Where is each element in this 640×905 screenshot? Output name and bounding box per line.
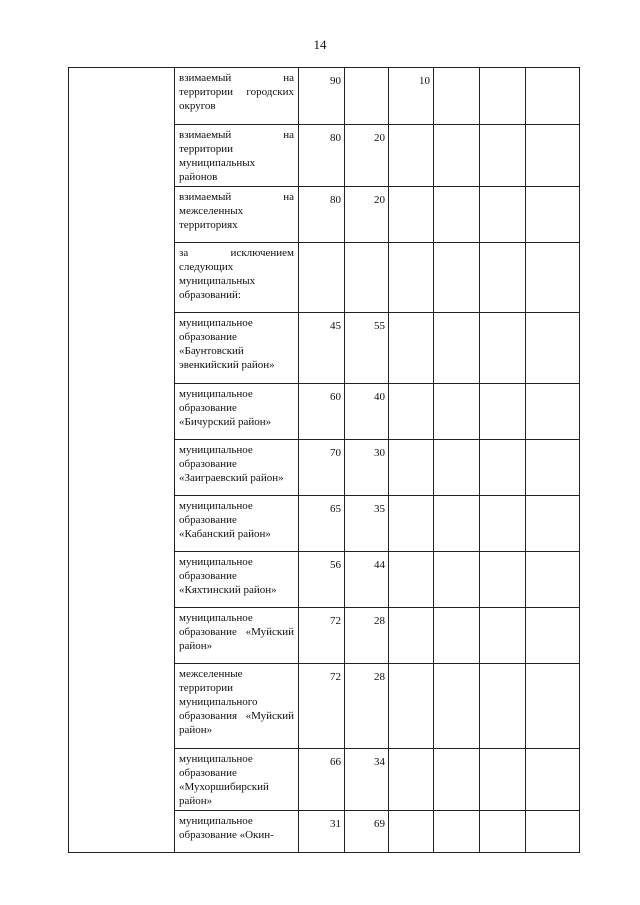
empty-cell [434, 552, 480, 608]
empty-cell [434, 608, 480, 664]
empty-cell [480, 496, 526, 552]
blank-left-column [69, 68, 175, 853]
value-col-2: 35 [345, 496, 389, 552]
value-col-3 [389, 608, 434, 664]
empty-cell [434, 125, 480, 187]
empty-cell [526, 440, 580, 496]
empty-cell [480, 187, 526, 243]
value-col-2: 40 [345, 384, 389, 440]
value-col-1: 72 [299, 664, 345, 749]
value-col-1: 45 [299, 313, 345, 384]
empty-cell [480, 749, 526, 811]
empty-cell [434, 187, 480, 243]
empty-cell [434, 68, 480, 125]
empty-cell [480, 68, 526, 125]
value-col-3 [389, 811, 434, 853]
empty-cell [480, 811, 526, 853]
empty-cell [480, 384, 526, 440]
empty-cell [434, 243, 480, 313]
empty-cell [480, 440, 526, 496]
value-col-3: 10 [389, 68, 434, 125]
empty-cell [526, 811, 580, 853]
row-description: взимаемый на территории муниципальных районов [175, 125, 299, 187]
value-col-3 [389, 440, 434, 496]
row-description: взимаемый на межселенных территориях [175, 187, 299, 243]
empty-cell [526, 243, 580, 313]
empty-cell [526, 496, 580, 552]
row-description: муниципальное образование «Муйский район» [175, 608, 299, 664]
value-col-3 [389, 187, 434, 243]
row-description: муниципальное образование «Окин- [175, 811, 299, 853]
value-col-2: 20 [345, 187, 389, 243]
row-description: муниципальное образование «Мухоршибирский район» [175, 749, 299, 811]
value-col-3 [389, 749, 434, 811]
empty-cell [434, 811, 480, 853]
empty-cell [526, 749, 580, 811]
row-description: за исключением следующих муниципальных образований: [175, 243, 299, 313]
empty-cell [480, 125, 526, 187]
row-description: взимаемый на территории городских округов [175, 68, 299, 125]
value-col-1 [299, 243, 345, 313]
value-col-3 [389, 313, 434, 384]
empty-cell [434, 496, 480, 552]
empty-cell [526, 608, 580, 664]
empty-cell [526, 187, 580, 243]
value-col-3 [389, 384, 434, 440]
empty-cell [526, 68, 580, 125]
value-col-3 [389, 243, 434, 313]
row-description: муниципальное образование «Кабанский район» [175, 496, 299, 552]
empty-cell [526, 313, 580, 384]
empty-cell [480, 552, 526, 608]
empty-cell [526, 552, 580, 608]
value-col-1: 66 [299, 749, 345, 811]
row-description: муниципальное образование «Бичурский район» [175, 384, 299, 440]
row-description: муниципальное образование «Кяхтинский район» [175, 552, 299, 608]
value-col-1: 90 [299, 68, 345, 125]
empty-cell [526, 384, 580, 440]
value-col-2 [345, 243, 389, 313]
value-col-3 [389, 552, 434, 608]
empty-cell [434, 384, 480, 440]
empty-cell [480, 313, 526, 384]
empty-cell [434, 664, 480, 749]
value-col-2: 69 [345, 811, 389, 853]
empty-cell [480, 608, 526, 664]
value-col-2 [345, 68, 389, 125]
empty-cell [526, 125, 580, 187]
value-col-2: 30 [345, 440, 389, 496]
budget-distribution-table [68, 67, 580, 853]
value-col-3 [389, 496, 434, 552]
value-col-1: 80 [299, 125, 345, 187]
value-col-1: 31 [299, 811, 345, 853]
value-col-1: 70 [299, 440, 345, 496]
empty-cell [434, 749, 480, 811]
value-col-2: 28 [345, 664, 389, 749]
value-col-2: 20 [345, 125, 389, 187]
value-col-2: 44 [345, 552, 389, 608]
value-col-1: 65 [299, 496, 345, 552]
value-col-2: 34 [345, 749, 389, 811]
value-col-1: 56 [299, 552, 345, 608]
table-row [69, 68, 580, 125]
empty-cell [526, 664, 580, 749]
empty-cell [434, 440, 480, 496]
value-col-2: 55 [345, 313, 389, 384]
value-col-3 [389, 125, 434, 187]
value-col-2: 28 [345, 608, 389, 664]
value-col-1: 80 [299, 187, 345, 243]
value-col-1: 72 [299, 608, 345, 664]
value-col-1: 60 [299, 384, 345, 440]
row-description: межселенные территории муниципального образования «Муйский район» [175, 664, 299, 749]
row-description: муниципальное образование «Баунтовский эвенкийский район» [175, 313, 299, 384]
row-description: муниципальное образование «Заиграевский район» [175, 440, 299, 496]
empty-cell [480, 243, 526, 313]
value-col-3 [389, 664, 434, 749]
empty-cell [480, 664, 526, 749]
empty-cell [434, 313, 480, 384]
page-number: 14 [313, 37, 327, 52]
